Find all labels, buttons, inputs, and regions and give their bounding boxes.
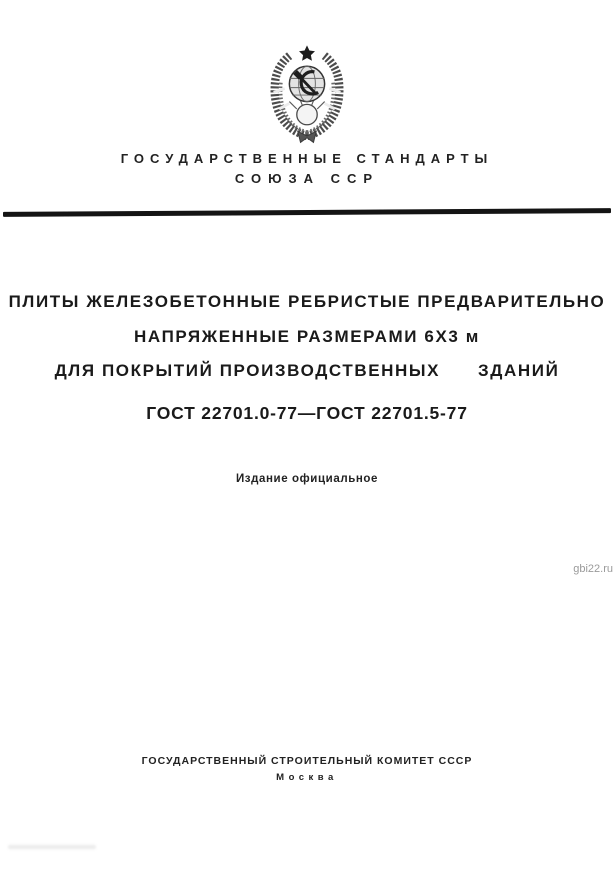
scan-artifact xyxy=(8,845,96,849)
doc-title-line-1: ПЛИТЫ ЖЕЛЕЗОБЕТОННЫЕ РЕБРИСТЫЕ ПРЕДВАРИТЕЛЬНО xyxy=(8,292,606,311)
header-union-ussr: СОЮЗА ССР xyxy=(234,171,380,186)
footer-city: Москва xyxy=(276,772,338,783)
ussr-emblem-icon xyxy=(259,44,355,148)
doc-title-line-2: НАПРЯЖЕННЫЕ РАЗМЕРАМИ 6Х3 м xyxy=(134,327,480,346)
edition-note: Издание официальное xyxy=(235,473,379,485)
doc-title-line-3: ДЛЯ ПОКРЫТИЙ ПРОИЗВОДСТВЕННЫХ ЗДАНИЙ xyxy=(54,361,560,380)
horizontal-rule xyxy=(3,208,611,217)
gost-designation: ГОСТ 22701.0-77—ГОСТ 22701.5-77 xyxy=(146,403,468,423)
header-state-standards: ГОСУДАРСТВЕННЫЕ СТАНДАРТЫ xyxy=(120,151,494,166)
site-watermark: gbi22.ru xyxy=(573,563,613,575)
footer-committee: ГОСУДАРСТВЕННЫЙ СТРОИТЕЛЬНЫЙ КОМИТЕТ СССР xyxy=(141,755,473,767)
